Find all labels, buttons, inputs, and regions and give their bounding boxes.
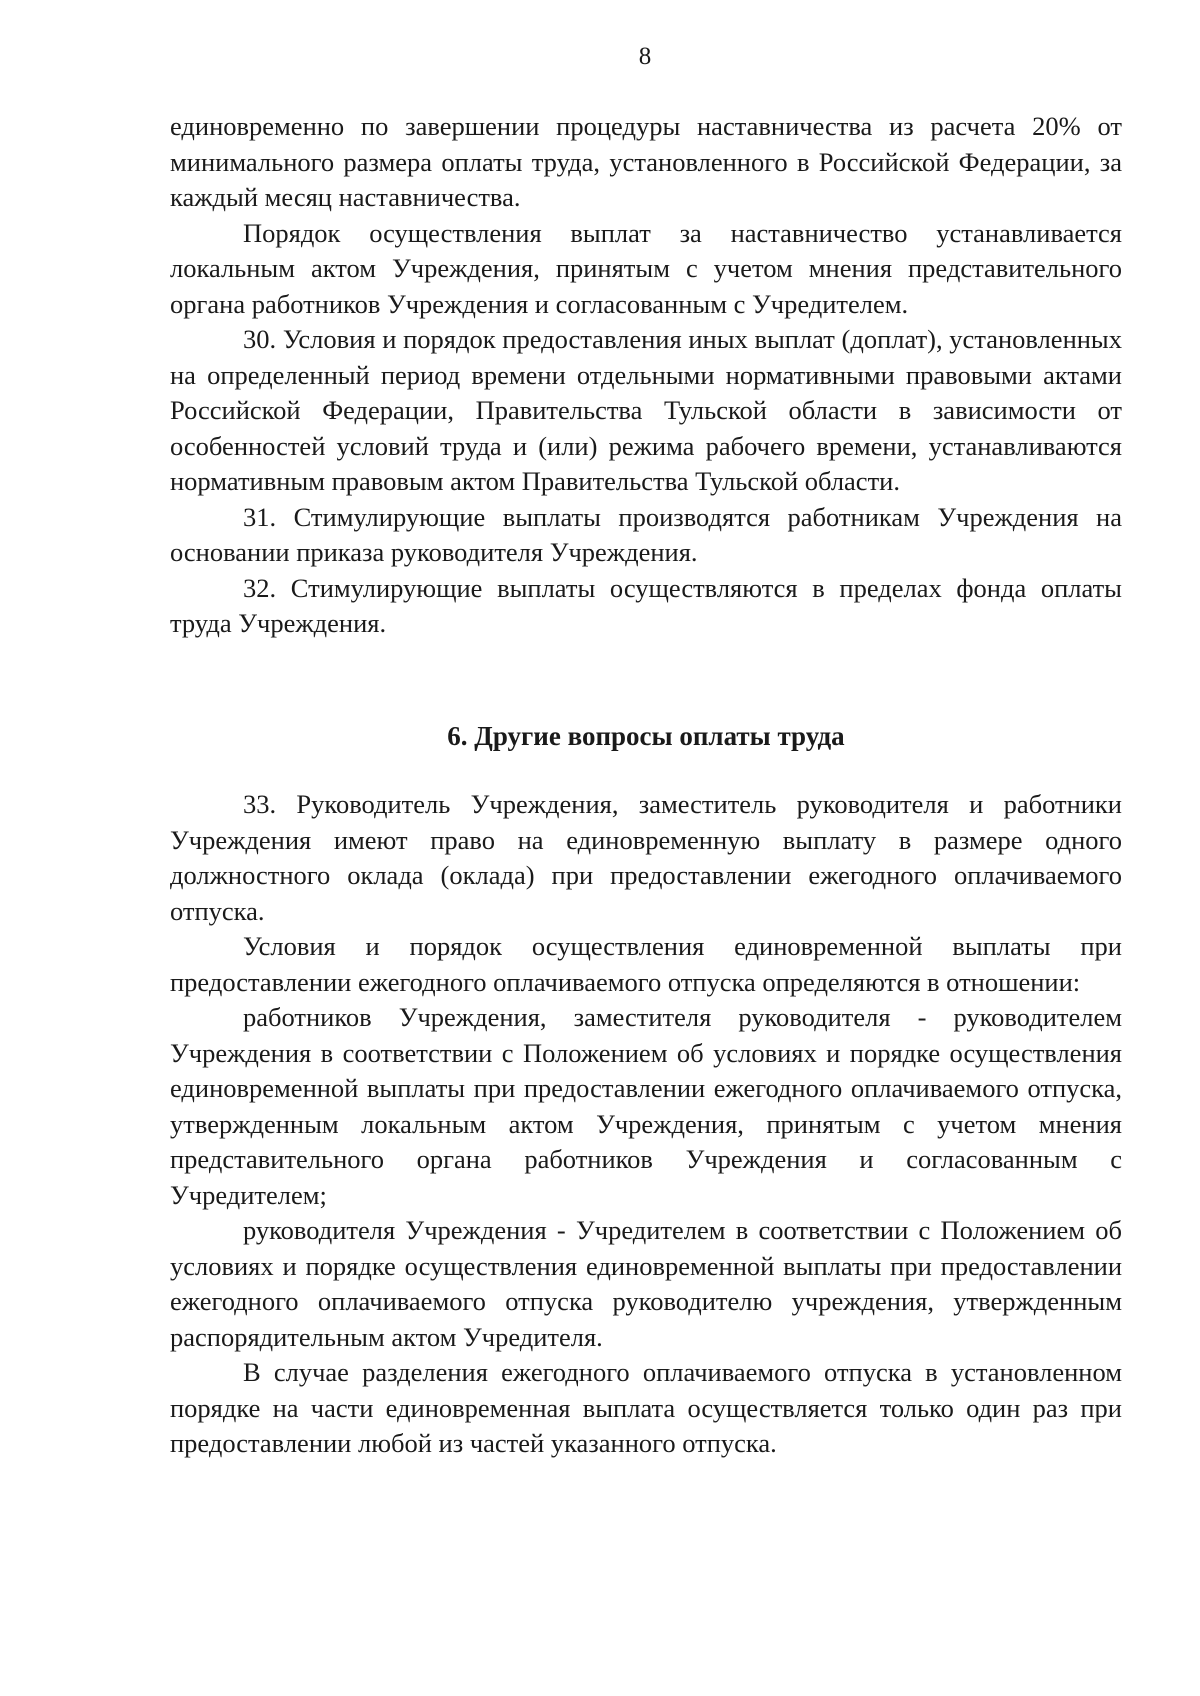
paragraph-item-30: 30. Условия и порядок предоставления иных выплат (доплат), установленных на определенный период времени отдельными нормативными правовыми актами Российской Федерации, Правительства Тульской области в зависимости от особенностей условий труда и (или) режима рабочего времени, устанавливаются нормативным правовым актом Правительства Тульской области. — [170, 324, 1122, 496]
paragraph: работников Учреждения, заместителя руководителя - руководителем Учреждения в соответствии с Положением об условиях и порядке осуществления единовременной выплаты при предоставлении ежегодного оплачиваемого отпуска, утвержденным локальным актом Учреждения, принятым с учетом мнения представительного органа работников Учреждения и согласованным с Учредителем; — [170, 1002, 1122, 1210]
paragraph: В случае разделения ежегодного оплачиваемого отпуска в установленном порядке на части единовременная выплата осуществляется только один раз при предоставлении любой из частей указанного отпуска. — [170, 1357, 1122, 1458]
paragraph-item-32: 32. Стимулирующие выплаты осуществляются в пределах фонда оплаты труда Учреждения. — [170, 572, 1122, 638]
text-section-bottom — [170, 787, 1122, 1462]
paragraph-item-31: 31. Стимулирующие выплаты производятся работникам Учреждения на основании приказа руководителя Учреждения. — [170, 501, 1122, 567]
page-number: 8 — [638, 43, 652, 70]
paragraph-item-33: 33. Руководитель Учреждения, заместитель руководителя и работники Учреждения имеют право на единовременную выплату в размере одного должностного оклада (оклада) при предоставлении ежегодного оплачиваемого отпуска. — [170, 789, 1122, 926]
paragraph: Условия и порядок осуществления единовременной выплаты при предоставлении ежегодного оплачиваемого отпуска определяются в отношении: — [170, 931, 1122, 997]
text-section-top — [170, 109, 1122, 642]
paragraph: руководителя Учреждения - Учредителем в соответствии с Положением об условиях и порядке осуществления единовременной выплаты при предоставлении ежегодного оплачиваемого отпуска руководителю учреждения, утвержденным распорядительным актом Учредителя. — [170, 1215, 1122, 1352]
paragraph: единовременно по завершении процедуры наставничества из расчета 20% от минимального размера оплаты труда, установленного в Российской Федерации, за каждый месяц наставничества. — [170, 111, 1122, 212]
paragraph: Порядок осуществления выплат за наставничество устанавливается локальным актом Учреждения, принятым с учетом мнения представительного органа работников Учреждения и согласованным с Учредителем. — [170, 217, 1122, 319]
section-heading: 6. Другие вопросы оплаты труда — [447, 721, 845, 751]
